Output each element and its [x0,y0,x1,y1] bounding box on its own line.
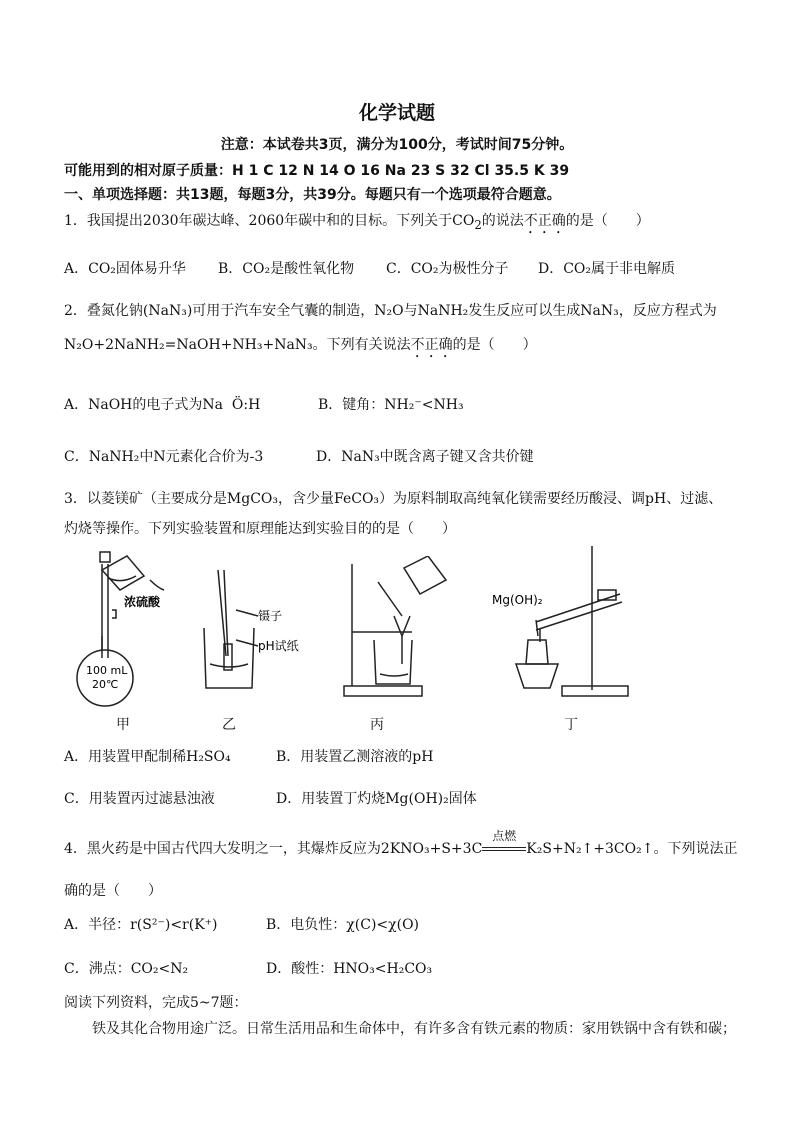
q4-option-c: C．沸点：CO₂<N₂ [64,961,189,977]
exam-notice: 注意：本试卷共3页，满分为100分，考试时间75分钟。 [220,137,574,153]
caption-ding: 丁 [564,717,578,733]
q3-option-b: B．用装置乙测溶液的pH [276,749,434,765]
q3-option-a: A．用装置甲配制稀H₂SO₄ [64,749,231,765]
reaction-condition: 点燃 [482,841,526,857]
q4-option-a: A．半径：r(S²⁻)<r(K⁺) [64,917,218,933]
q2-option-b: B．键角：NH₂⁻<NH₃ [318,397,464,413]
apparatus-bing [338,556,458,700]
question-1-stem: 1．我国提出2030年碳达峰、2060年碳中和的目标。下列关于$CO_2$的说法不正确的是（ ） [64,213,650,232]
question-2-line2: N₂O+2NaNH₂=NaOH+NH₃+NaN₃。下列有关说法不正确的是（ ） [64,337,537,353]
q1-option-d: D．CO₂属于非电解质 [538,261,676,277]
apparatus-yi [196,560,306,690]
q2-option-c: C．NaNH₂中N元素化合价为-3 [64,449,264,465]
label-ph-paper: pH试纸 [258,639,299,653]
electron-formula: Ö:H [231,397,261,413]
section-heading: 一、单项选择题：共13题，每题3分，共39分。每题只有一个选项最符合题意。 [64,187,561,203]
q2-option-a: A．NaOH的电子式为Na Ö:H [64,397,261,413]
q1-option-c: C．CO₂为极性分子 [386,261,509,277]
q2-option-d: D．NaN₃中既含离子键又含共价键 [316,449,534,465]
label-tweezers: 镊子 [258,609,283,623]
question-4-line1: 4．黑火药是中国古代四大发明之一，其爆炸反应为2KNO₃+S+3C 点燃 K₂S+N₂↑+3CO₂↑。下列说法正 [64,829,738,857]
apparatus-jia [72,548,182,708]
reading-material: 铁及其化合物用途广泛。日常生活用品和生命体中，有许多含有铁元素的物质：家用铁锅中含有铁和碳； [92,1021,736,1037]
q4-option-d: D．酸性：HNO₃<H₂CO₃ [266,961,433,977]
q1-option-b: B．CO₂是酸性氧化物 [218,261,355,277]
question-4-line2: 确的是（ ） [64,883,162,899]
q3-option-d: D．用装置丁灼烧Mg(OH)₂固体 [276,791,477,807]
q4-option-b: B．电负性：χ(C)<χ(O) [266,917,420,933]
q1-option-a: A．CO₂固体易升华 [64,261,186,277]
atomic-masses: 可能用到的相对原子质量：H 1 C 12 N 14 O 16 Na 23 S 32 Cl 35.5 K 39 [64,163,570,179]
label-mg-oh2: Mg(OH)₂ [492,593,543,607]
caption-bing: 丙 [370,717,384,733]
caption-jia: 甲 [116,717,130,733]
exam-title: 化学试题 [358,102,435,124]
question-3-line2: 灼烧等操作。下列实验装置和原理能达到实验目的的是（ ） [64,521,456,537]
q3-option-c: C．用装置丙过滤悬浊液 [64,791,215,807]
label-flask-volume: 100 mL [86,664,128,677]
caption-yi: 乙 [222,717,236,733]
label-concentrated-sulfuric-acid: 浓硫酸 [124,595,161,609]
label-flask-temp: 20℃ [92,678,119,691]
reading-instruction: 阅读下列资料，完成5~7题： [64,995,248,1011]
question-3-line1: 3．以菱镁矿（主要成分是MgCO₃，含少量FeCO₃）为原料制取高纯氧化镁需要经历酸浸、调pH、过滤、 [64,491,723,507]
apparatus-ding [488,540,638,702]
question-2-line1: 2．叠氮化钠(NaN₃)可用于汽车安全气囊的制造，N₂O与NaNH₂发生反应可以生成NaN₃，反应方程式为 [64,303,717,319]
